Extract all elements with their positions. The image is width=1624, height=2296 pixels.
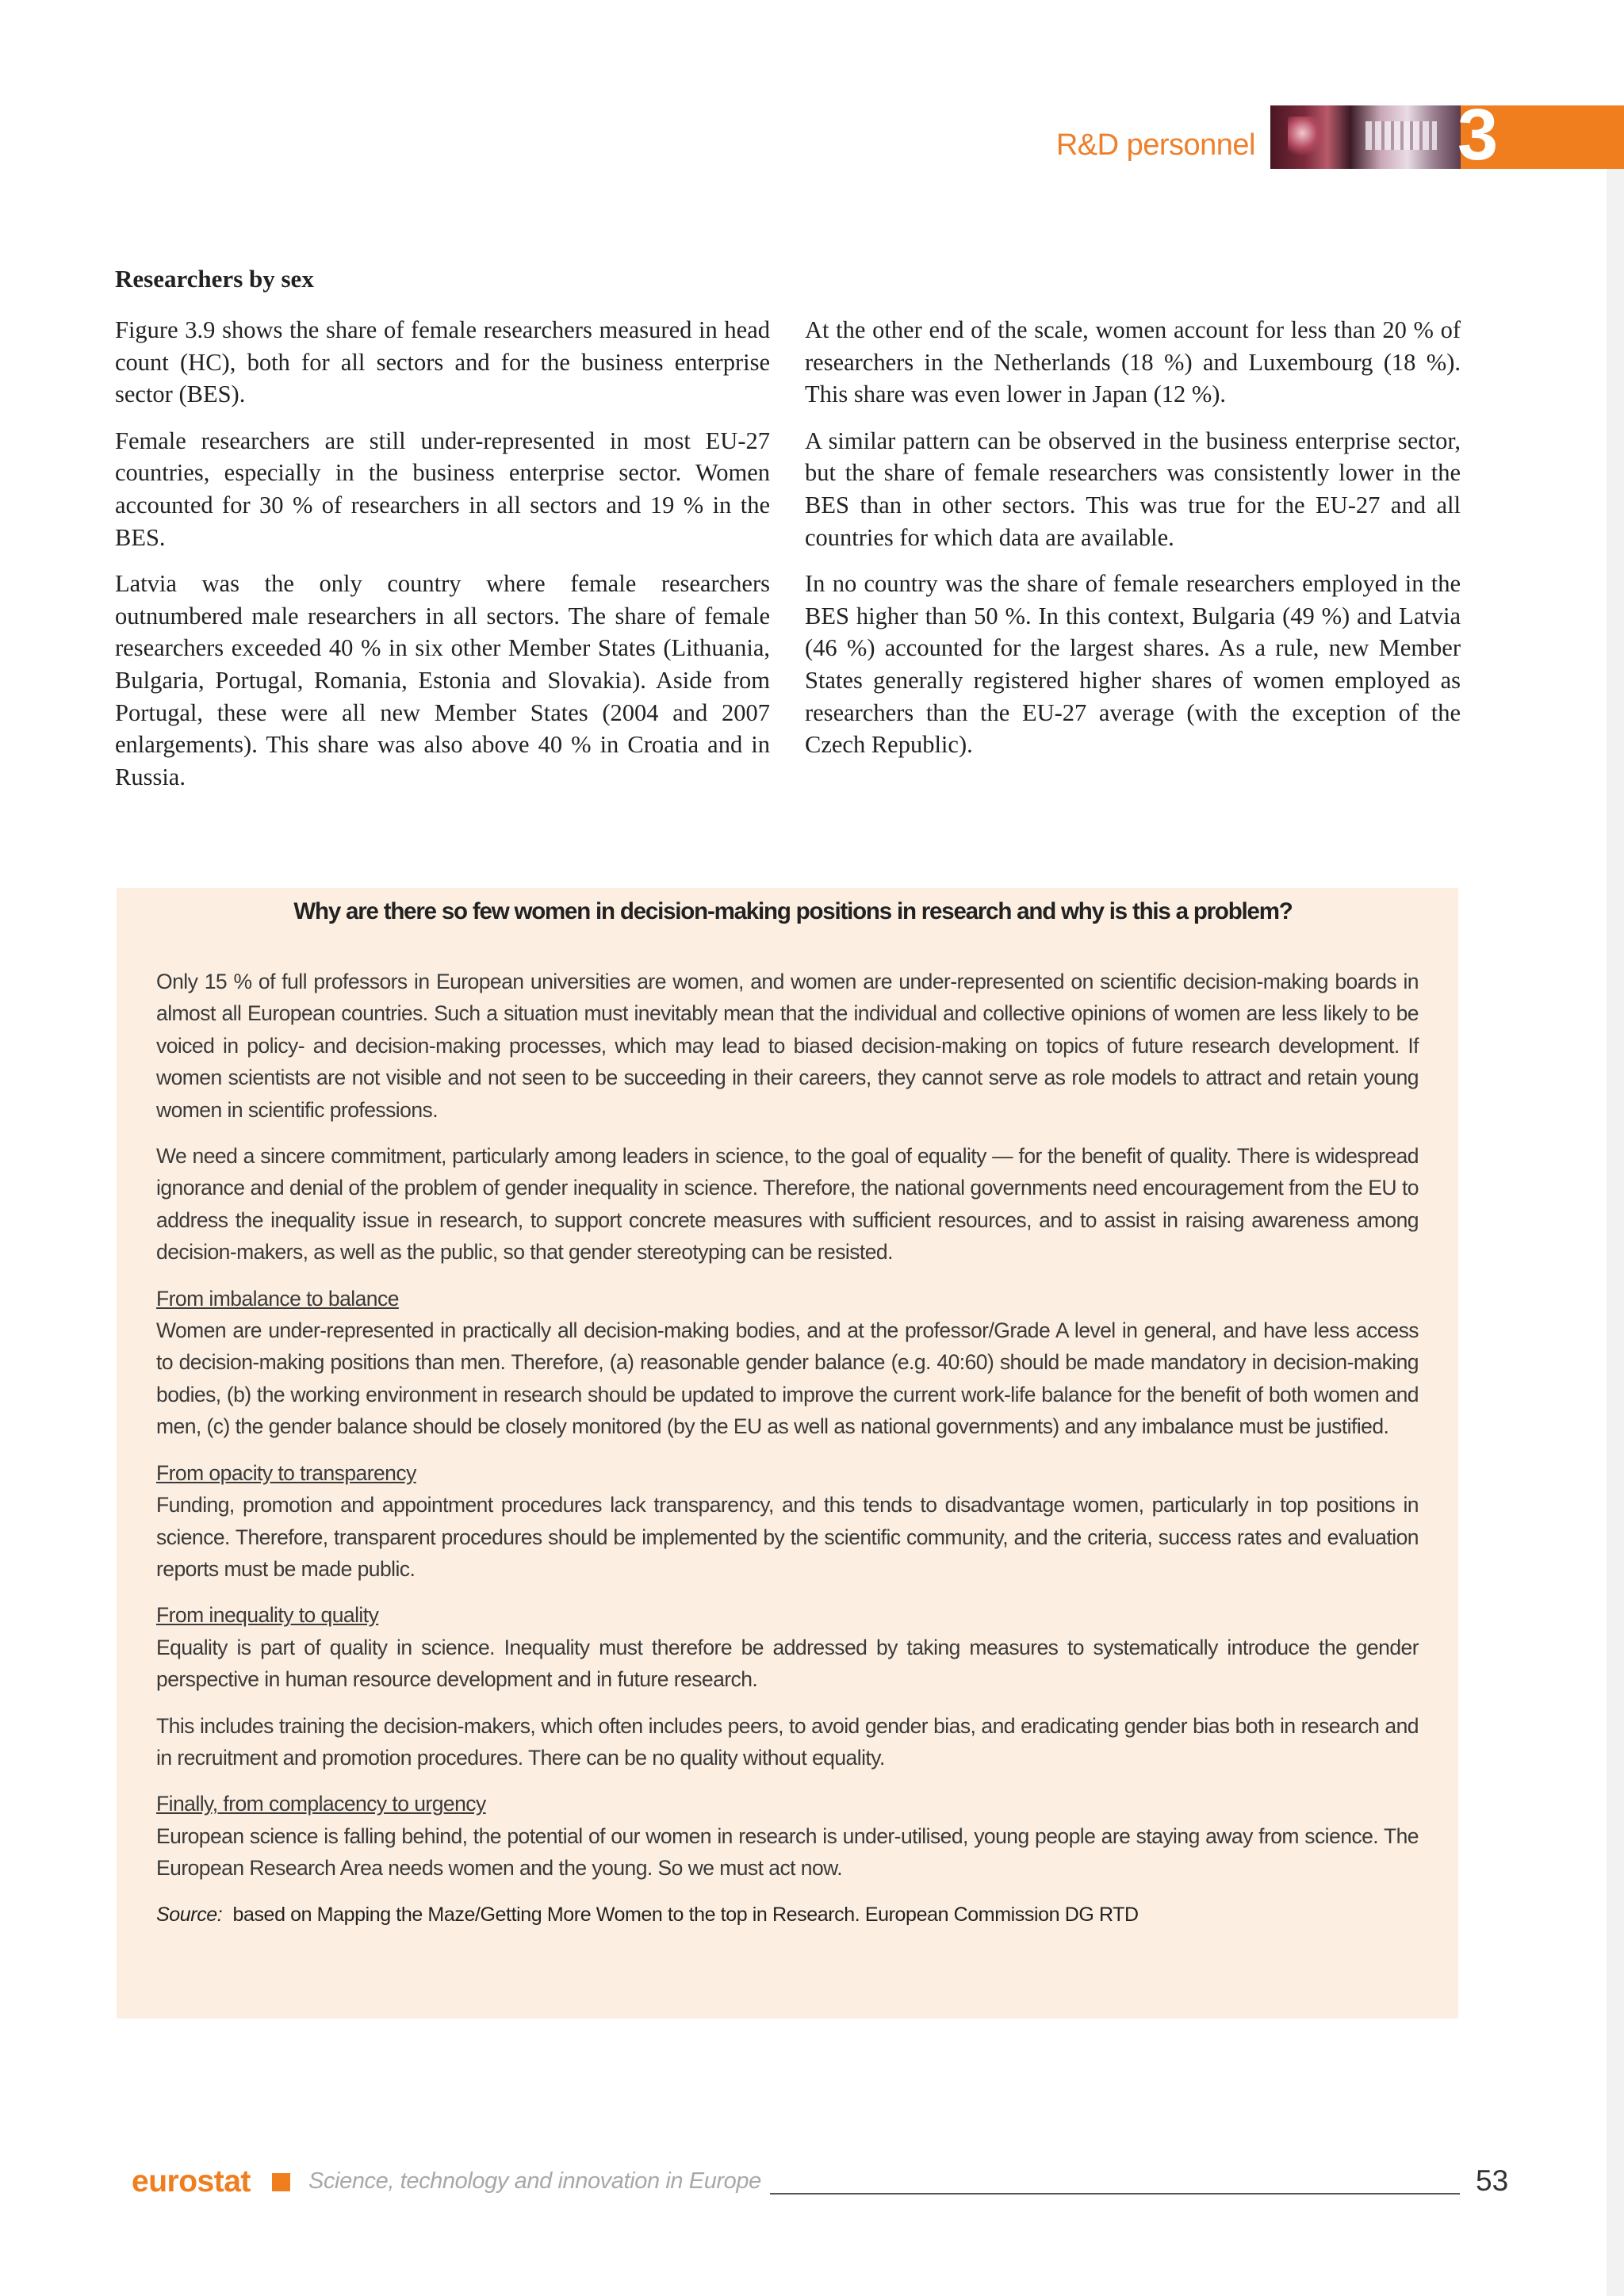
box-section [156, 1457, 1419, 1586]
box-subheading: From inequality to quality [156, 1603, 379, 1628]
box-paragraph: We need a sincere commitment, particularly among leaders in science, to the goal of equality — for the benefit of quality. There is widespread ignorance and denial of the problem of gender inequality in science. Therefore, the national governments need encouragement from the EU to address the inequality issue in research, to support concrete measures with sufficient resources, and to assist in raising awareness among decision-makers, as well as the public, so that gender stereotyping can be resisted. [156, 1144, 1419, 1265]
box-subheading: From opacity to transparency [156, 1460, 416, 1485]
box-section-text: European science is falling behind, the potential of our women in research is under-utilised, young people are staying away from science. The European Research Area needs women and the young. So we must act now. [156, 1823, 1419, 1881]
box-paragraph: Only 15 % of full professors in European universities are women, and women are under-represented on scientific decision-making boards in almost all European countries. Such a situation must inevitably mean that the individual and collective opinions of women are less likely to be voiced in policy- and decision-making processes, which may lead to biased decision-making on topics of future research development. If women scientists are not visible and not seen to be succeeding in their careers, they cannot serve as role models to attract and retain young women in scientific professions. [156, 970, 1419, 1122]
paragraph: Latvia was the only country where female researchers outnumbered male researchers in all sectors. The share of female researchers exceeded 40 % in six other Member States (Lithuania, Bulgaria, Portugal, Romania, Estonia and Slovakia). Aside from Portugal, these were all new Member States (2004 and 2007 enlargements). This share was also above 40 % in Croatia and in Russia. [115, 570, 770, 790]
page-number: 53 [1476, 2164, 1509, 2197]
box-title: Why are there so few women in decision-making positions in research and why is this a problem? [293, 898, 1293, 924]
section-title: R&D personnel [1055, 128, 1255, 162]
box-section [156, 1788, 1419, 1884]
box-section-text: Women are under-represented in practically all decision-making bodies, and at the professor/Grade A level in general, and have less access to decision-making positions than men. Therefore, (a) reasonable gender balance (e.g. 40:60) should be made mandatory in decision-making bodies, (b) the working environment in research should be updated to improve the current work-life balance for the benefit of both women and men, (c) the gender balance should be closely monitored (by the EU as well as national governments) and any imbalance must be justified. [156, 1318, 1419, 1439]
paragraph: A similar pattern can be observed in the business enterprise sector, but the share of female researchers was consistently lower in the BES than in other sectors. This was true for the EU-27 and all countries for which data are available. [805, 427, 1461, 551]
box-section [156, 1599, 1419, 1695]
box-section-text: Equality is part of quality in science. Inequality must therefore be addressed by taking measures to systematically introduce the gender perspective in human resource development and in future research. [156, 1635, 1419, 1692]
box-subheading: From imbalance to balance [156, 1286, 399, 1311]
footer-rule [770, 2193, 1460, 2195]
box-subheading: Finally, from complacency to urgency [156, 1792, 486, 1816]
box-section-text: Funding, promotion and appointment procedures lack transparency, and this tends to disadvantage women, particularly in top positions in science. Therefore, transparent procedures should be implemented by the scientific community, and the criteria, success rates and evaluation reports must be made public. [156, 1493, 1419, 1581]
left-column [115, 314, 770, 807]
box-section [156, 1283, 1419, 1443]
eurostat-logo: eurostat [132, 2164, 251, 2198]
box-paragraph: This includes training the decision-makers, which often includes peers, to avoid gender bias, and eradicating gender bias both in research and in recruitment and promotion procedures. There can be no quality without equality. [156, 1713, 1419, 1770]
article-heading: Researchers by sex [115, 265, 314, 293]
source-note [156, 1899, 1419, 1931]
source-text: based on Mapping the Maze/Getting More Women to the top in Research. European Commission DG RTD [232, 1903, 1139, 1926]
paragraph: In no country was the share of female researchers employed in the BES higher than 50 %. In this context, Bulgaria (49 %) and Latvia (46 %) accounted for the largest shares. As a rule, new Member States generally registered higher shares of women employed as researchers than the EU-27 average (with the exception of the Czech Republic). [805, 570, 1461, 759]
source-label: Source: [156, 1903, 223, 1926]
right-column [805, 314, 1461, 775]
logo-square-icon [272, 2173, 290, 2191]
page-edge-shade [1607, 166, 1624, 2296]
chapter-number: 3 [1457, 94, 1499, 175]
paragraph: Female researchers are still under-represented in most EU-27 countries, especially in the business enterprise sector. Women accounted for 30 % of researchers in all sectors and 19 % in the BES. [115, 427, 770, 551]
publication-title: Science, technology and innovation in Europe [308, 2168, 761, 2194]
header-photo [1270, 105, 1461, 169]
paragraph: At the other end of the scale, women account for less than 20 % of researchers in the Netherlands (18 %) and Luxembourg (18 %). This share was even lower in Japan (12 %). [805, 316, 1461, 408]
paragraph: Figure 3.9 shows the share of female researchers measured in head count (HC), both for all sectors and for the business enterprise sector (BES). [115, 316, 770, 408]
box-body [156, 966, 1419, 1945]
